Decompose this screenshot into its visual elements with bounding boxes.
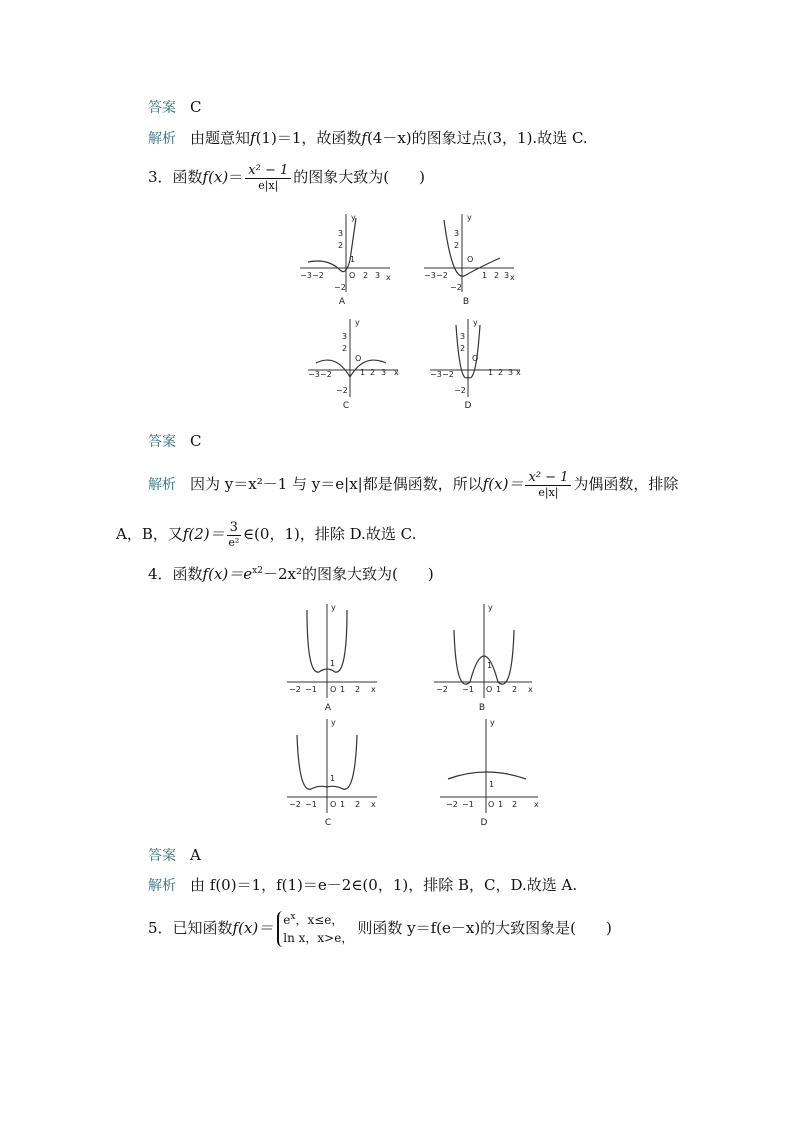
q4-caption-d: D: [480, 818, 488, 828]
q3-stem-post: 的图象大致为( ): [293, 168, 425, 186]
tick-m2: −2: [320, 370, 332, 379]
tick-ym2: −2: [454, 386, 466, 395]
tick-3: 3: [454, 229, 460, 238]
q4-caption-c: C: [324, 818, 332, 828]
tick-o: O: [349, 271, 356, 280]
q5-case2: ln x，x>e，: [283, 931, 354, 945]
analysis-text-pre: 由题意知: [190, 129, 251, 147]
answer-label: 答案: [148, 100, 176, 116]
q3-graph-b: [422, 210, 517, 295]
q4-graph-b: [432, 600, 537, 700]
tick-x2: 2: [494, 271, 500, 280]
tick-1: 1: [330, 774, 336, 783]
analysis-text-mid: (1)＝1，故函数: [255, 129, 362, 147]
tick-ym2: −2: [334, 283, 346, 292]
tick-x: x: [528, 685, 533, 694]
tick-x: x: [394, 368, 399, 377]
q3-graph-a: [298, 210, 393, 295]
tick-2: 2: [454, 241, 460, 250]
q3-stem: [148, 163, 425, 193]
q3-frac-num: x² − 1: [245, 163, 291, 179]
analysis-fx: f(x)＝: [482, 475, 524, 493]
analysis-f2: f: [361, 129, 367, 147]
q3-caption-a: A: [338, 297, 346, 307]
tick-y: y: [355, 318, 360, 327]
tick-3: 3: [342, 332, 348, 341]
tick-m1: −1: [305, 685, 317, 694]
tick-x: x: [510, 273, 515, 282]
tick-1: 1: [350, 255, 356, 264]
q4-stem-sup: x2: [252, 566, 263, 576]
q3-frac-den: e|x|: [258, 179, 279, 192]
analysis-f1: f: [250, 129, 256, 147]
q3-fraction: [245, 163, 291, 193]
tick-m2: −2: [289, 800, 301, 809]
tick-o: O: [467, 255, 474, 264]
tick-o: O: [488, 800, 495, 809]
q4-stem: [148, 564, 434, 584]
q4-graph-a: [285, 600, 385, 700]
q4-caption-b: B: [478, 703, 486, 713]
tick-m3: −3: [300, 271, 312, 280]
analysis-line2-frac-den: e²: [228, 536, 240, 549]
q4-graph-d: [438, 715, 543, 815]
tick-1: 1: [487, 661, 493, 670]
q5-stem-pre: 5．已知函数: [148, 919, 233, 937]
analysis-text: 由 f(0)＝1，f(1)＝e－2∈(0，1)，排除 B，C，D.故选 A.: [190, 876, 578, 894]
tick-1: 1: [489, 780, 495, 789]
q4-analysis: [148, 875, 577, 896]
tick-y: y: [490, 718, 495, 727]
q5-stem-post: 则函数 y＝f(e－x)的大致图象是( ): [357, 919, 612, 937]
q5-case1-sup: x: [290, 912, 296, 922]
analysis-line2-f: f(2)＝: [182, 525, 225, 543]
tick-x2: 2: [512, 685, 518, 694]
analysis-frac-num: x² − 1: [525, 470, 571, 486]
tick-x1: 1: [360, 368, 366, 377]
tick-x1: 1: [340, 800, 346, 809]
tick-m1: −1: [462, 685, 474, 694]
q2-answer: [148, 97, 201, 118]
tick-m2: −2: [436, 271, 448, 280]
tick-o: O: [486, 685, 493, 694]
tick-m3: −3: [308, 370, 320, 379]
tick-y: y: [488, 603, 493, 612]
tick-y: y: [331, 603, 336, 612]
q5-case1-base: e: [283, 913, 291, 927]
q3-analysis-line2: [116, 520, 416, 550]
q5-stem-fx: f(x)＝: [232, 919, 274, 937]
analysis-label: 解析: [148, 131, 176, 147]
tick-x2: 2: [498, 368, 504, 377]
q3-caption-c: C: [342, 401, 350, 411]
q5-piecewise: [277, 911, 353, 947]
tick-x: x: [371, 800, 376, 809]
q3-stem-eq: ＝: [228, 168, 244, 186]
tick-y: y: [467, 213, 472, 222]
analysis-label: 解析: [148, 878, 176, 894]
q3-analysis: [148, 470, 678, 500]
answer-label: 答案: [148, 434, 176, 450]
tick-2: 2: [338, 241, 344, 250]
q4-caption-a: A: [324, 703, 332, 713]
tick-ym2: −2: [336, 386, 348, 395]
tick-x2: 2: [370, 368, 376, 377]
tick-y: y: [351, 213, 356, 222]
tick-x3: 3: [504, 271, 510, 280]
tick-m2: −2: [446, 800, 458, 809]
tick-x: x: [534, 800, 539, 809]
q3-graph-d: [428, 315, 523, 400]
tick-ym2: −2: [450, 283, 462, 292]
analysis-frac-den: e|x|: [538, 486, 559, 499]
q5-case1-cond: ，x≤e，: [295, 913, 344, 927]
answer-value: C: [190, 432, 202, 450]
tick-m2: −2: [442, 370, 454, 379]
tick-o: O: [355, 354, 362, 363]
tick-m1: −1: [305, 800, 317, 809]
q4-stem-text: 4．函数: [148, 565, 203, 583]
answer-label: 答案: [148, 848, 176, 864]
tick-y: y: [473, 318, 478, 327]
tick-x2: 2: [512, 800, 518, 809]
answer-value: A: [190, 846, 201, 864]
tick-x: x: [371, 685, 376, 694]
tick-x3: 3: [508, 368, 514, 377]
q4-stem-post: －2x²的图象大致为( ): [262, 565, 434, 583]
tick-m2: −2: [289, 685, 301, 694]
q3-stem-pre: 3．函数: [148, 168, 203, 186]
q3-stem-fx: f(x): [202, 168, 229, 186]
q3-caption-b: B: [462, 297, 470, 307]
tick-x1: 1: [496, 685, 502, 694]
tick-x2: 2: [355, 685, 361, 694]
analysis-line2-frac-num: 3: [227, 520, 241, 536]
q5-stem: [148, 910, 612, 947]
tick-x: x: [386, 273, 391, 282]
tick-x1: 1: [498, 800, 504, 809]
q4-answer: [148, 845, 201, 866]
tick-x2: 2: [363, 271, 369, 280]
tick-o: O: [330, 800, 337, 809]
q3-answer: [148, 431, 201, 452]
analysis-text1: 因为 y＝x²－1 与 y＝e|x|都是偶函数，所以: [190, 475, 483, 493]
tick-2: 2: [460, 344, 466, 353]
tick-3: 3: [338, 229, 344, 238]
tick-x: x: [516, 368, 521, 377]
analysis-fraction: [525, 470, 571, 500]
q4-graph-c: [285, 715, 385, 815]
q3-caption-d: D: [464, 401, 472, 411]
analysis-line2-fraction: [227, 520, 241, 550]
tick-o: O: [330, 685, 337, 694]
q2-analysis: [148, 128, 588, 149]
q4-stem-fx: f(x)＝e: [202, 565, 253, 583]
tick-x1: 1: [488, 368, 494, 377]
tick-m3: −3: [430, 370, 442, 379]
tick-x3: 3: [375, 271, 381, 280]
tick-m2: −2: [312, 271, 324, 280]
analysis-line2-post: ∈(0，1)，排除 D.故选 C.: [242, 525, 417, 543]
analysis-label: 解析: [148, 477, 176, 493]
tick-3: 3: [460, 332, 466, 341]
tick-x3: 3: [381, 368, 387, 377]
tick-x2: 2: [355, 800, 361, 809]
tick-2: 2: [342, 344, 348, 353]
tick-m3: −3: [424, 271, 436, 280]
tick-o: O: [472, 354, 479, 363]
tick-y: y: [331, 718, 336, 727]
tick-m2: −2: [436, 685, 448, 694]
q3-graph-c: [306, 315, 401, 400]
tick-m1: −1: [462, 800, 474, 809]
analysis-line2-pre: A，B，又: [116, 525, 183, 543]
tick-x1: 1: [340, 685, 346, 694]
analysis-text2: 为偶函数，排除: [573, 475, 679, 493]
tick-x1: 1: [482, 271, 488, 280]
answer-value: C: [190, 98, 202, 116]
tick-1: 1: [330, 659, 336, 668]
analysis-text-post: (4－x)的图象过点(3，1).故选 C.: [366, 129, 588, 147]
q5-case1: [283, 911, 353, 929]
